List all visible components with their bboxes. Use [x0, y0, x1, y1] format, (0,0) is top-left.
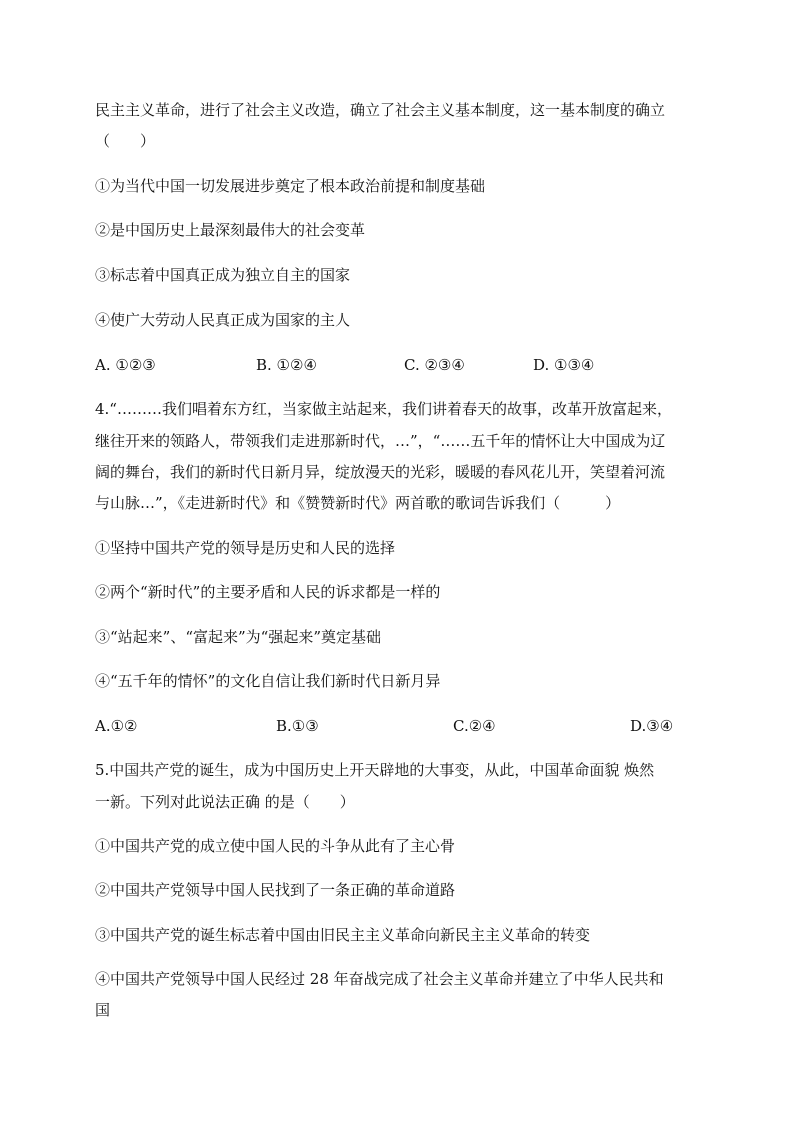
q5-item-4: ④中国共产党领导中国人民经过 28 年奋战完成了社会主义革命并建立了中华人民共和	[95, 970, 664, 988]
q3-option-b: B. ①②④	[256, 356, 317, 374]
q4-option-c: C.②④	[453, 717, 496, 735]
q4-stem-line-4: 与山脉…”，《走进新时代》和《赞赞新时代》两首歌的歌词告诉我们（ ）	[95, 494, 621, 512]
q3-stem-line-1: 民主主义革命，进行了社会主义改造，确立了社会主义基本制度，这一基本制度的确立	[95, 101, 666, 119]
q5-item-3: ③中国共产党的诞生标志着中国由旧民主主义革命向新民主主义革命的转变	[95, 926, 591, 944]
q4-option-a: A.①②	[95, 717, 138, 735]
q3-option-d: D. ①③④	[533, 356, 595, 374]
q4-stem-line-2: 继往开来的领路人，带领我们走进那新时代，…”，“……五千年的情怀让大中国成为辽	[95, 432, 666, 450]
q5-stem-line-2: 一新。下列对此说法正确 的是（ ）	[95, 793, 355, 811]
q5-stem-line-1: 5.中国共产党的诞生，成为中国历史上开天辟地的大事变，从此，中国革命面貌 焕然	[95, 761, 655, 779]
q3-option-c: C. ②③④	[404, 356, 465, 374]
q3-option-a: A. ①②③	[95, 356, 156, 374]
q4-stem-line-1: 4.“………我们唱着东方红，当家做主站起来，我们讲着春天的故事，改革开放富起来，	[95, 400, 672, 418]
q3-item-1: ①为当代中国一切发展进步奠定了根本政治前提和制度基础	[95, 177, 486, 195]
q4-item-4: ④“五千年的情怀”的文化自信让我们新时代日新月异	[95, 672, 441, 690]
q3-item-3: ③标志着中国真正成为独立自主的国家	[95, 266, 351, 284]
q5-item-2: ②中国共产党领导中国人民找到了一条正确的革命道路	[95, 881, 456, 899]
q3-item-2: ②是中国历史上最深刻最伟大的社会变革	[95, 221, 366, 239]
q4-item-2: ②两个“新时代”的主要矛盾和人民的诉求都是一样的	[95, 583, 441, 601]
q4-option-b: B.①③	[276, 717, 319, 735]
q3-stem-line-2: （ ）	[95, 132, 156, 150]
q4-option-d: D.③④	[630, 717, 674, 735]
q4-item-3: ③“站起来”、“富起来”为“强起来”奠定基础	[95, 628, 382, 646]
q5-item-1: ①中国共产党的成立使中国人民的斗争从此有了主心骨	[95, 837, 456, 855]
q5-item-4-continuation: 国	[95, 1001, 111, 1019]
q3-item-4: ④使广大劳动人民真正成为国家的主人	[95, 311, 351, 329]
q4-item-1: ①坚持中国共产党的领导是历史和人民的选择	[95, 539, 396, 557]
q4-stem-line-3: 阔的舞台，我们的新时代日新月异，绽放漫天的光彩，暖暖的春风花儿开，笑望着河流	[95, 463, 666, 481]
